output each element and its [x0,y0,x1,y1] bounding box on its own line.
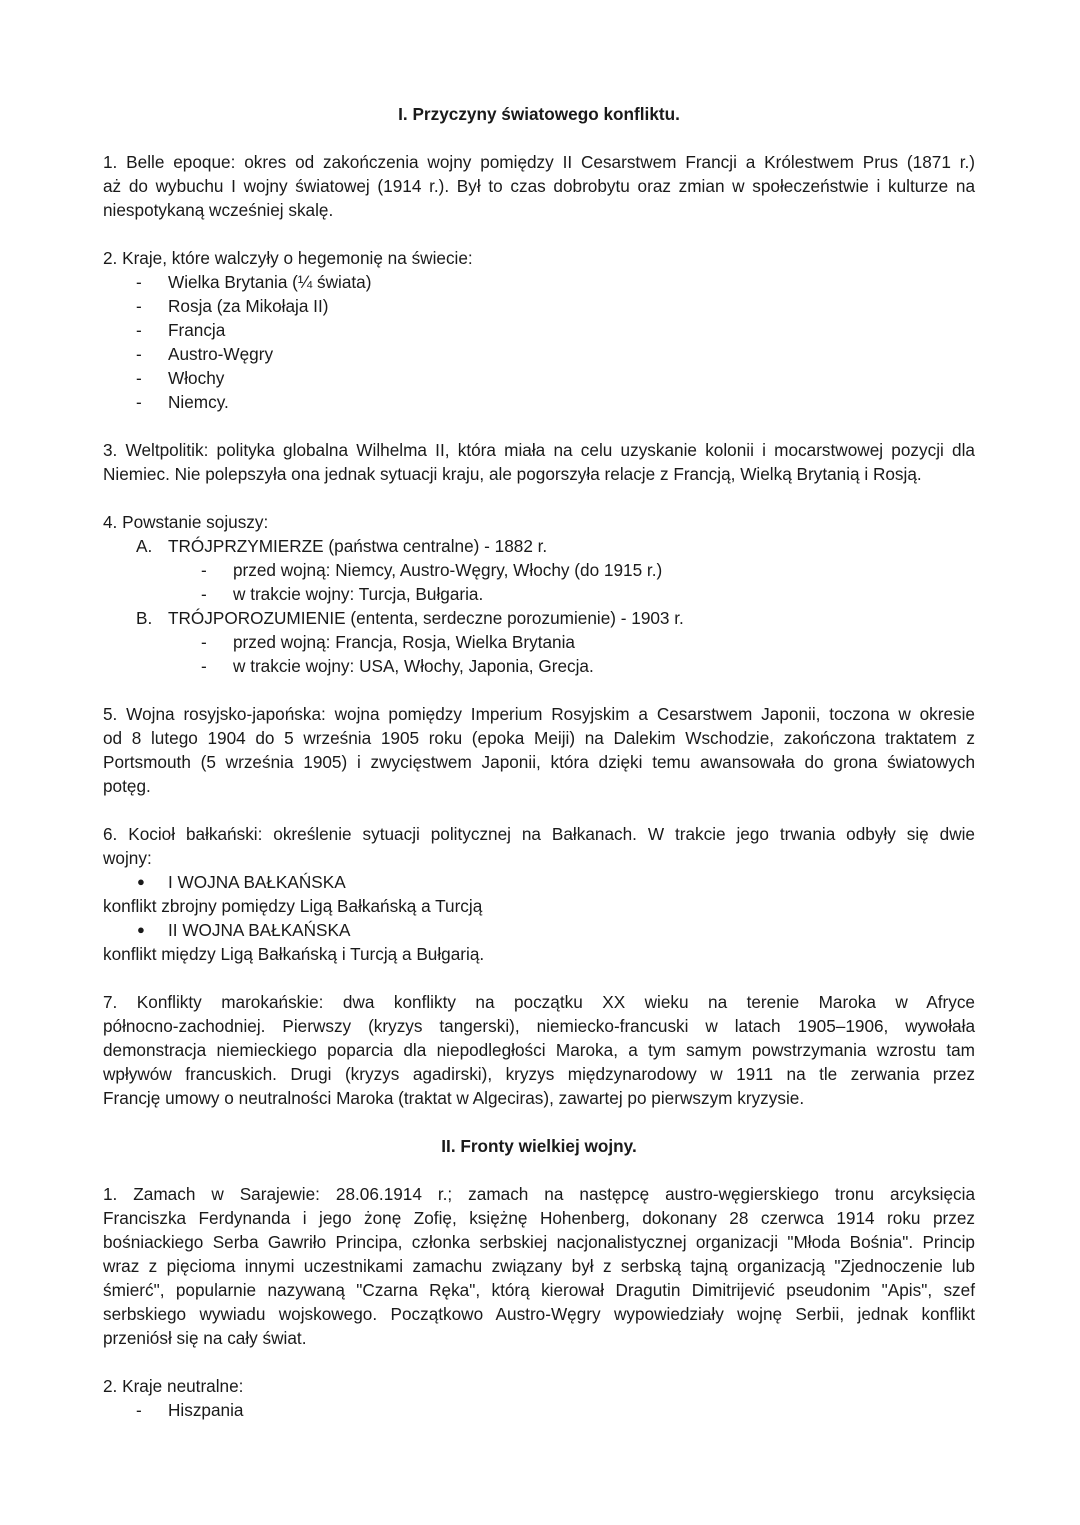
alliance-title: TRÓJPOROZUMIENIE (ententa, serdeczne porozumienie) - 1903 r. [168,608,684,628]
list-item: - Austro-Węgry [103,342,975,366]
alliance-b-members [103,630,975,678]
text-line: aż do wybuchu I wojny światowej (1914 r.). Był to czas dobrobytu oraz zmian w społeczeństwie i kulturze na [103,176,975,196]
alliance-title: TRÓJPRZYMIERZE (państwa centralne) - 1882 r. [168,536,548,556]
bullet-item [103,870,975,894]
list-item: - w trakcie wojny: Turcja, Bułgaria. [103,582,975,606]
paragraph-russo-japanese-war [103,702,975,798]
text-line: demonstracja niemieckiego poparcia dla niepodległości Maroka, a tym samym powstrzymania wzrostu tam [103,1040,975,1060]
section-2-title: II. Fronty wielkiej wojny. [441,1136,637,1156]
paragraph-alliances [103,510,975,678]
document-page [103,102,975,1422]
text-line: śmierć", popularnie nazywaną "Czarna Ręka", którą kierował Dragutin Dimitrijević pseudonim "Apis", szef [103,1280,975,1300]
list-item: - Niemcy. [103,390,975,414]
text-line: od 8 lutego 1904 do 5 września 1905 roku (epoka Meiji) na Dalekim Wschodzie, zakończona traktatem z [103,728,975,748]
paragraph-neutral-countries [103,1374,975,1422]
country-list [103,270,975,414]
war-description: konflikt zbrojny pomiędzy Ligą Bałkańską a Turcją [103,896,483,916]
text-line: wraz z pięcioma innymi uczestnikami zamachu związany był z serbską tajną organizacją "Zjednoczenie lub [103,1256,975,1276]
text-line: serbskiego wywiadu wojskowego. Początkowo Austro-Węgry wypowiedziały wojnę Serbii, jednak konflikt [103,1304,975,1324]
alliance-b [103,606,975,630]
list-item: - Rosja (za Mikołaja II) [103,294,975,318]
paragraph-balkan-cauldron [103,822,975,966]
text-line: 3. Weltpolitik: polityka globalna Wilhelma II, która miała na celu uzyskanie kolonii i mocarstwowej pozycji dla [103,440,975,460]
text-line: wpływów francuskich. Drugi (kryzys agadirski), kryzys międzynarodowy w 1911 na tle zerwania przez [103,1064,975,1084]
list-item: - Francja [103,318,975,342]
list-marker: B. [136,608,153,628]
war-title: II WOJNA BAŁKAŃSKA [168,920,351,940]
list-item: - w trakcie wojny: USA, Włochy, Japonia, Grecja. [103,654,975,678]
paragraph-moroccan-crises [103,990,975,1110]
text-line: Franciszka Ferdynanda i jego żonę Zofię, księżnę Hohenberg, dokonany 28 czerwca 1914 roku przez [103,1208,975,1228]
paragraph-sarajevo [103,1182,975,1350]
list-item: - Włochy [103,366,975,390]
text-line: wojny: [103,848,152,868]
text-line: 1. Zamach w Sarajewie: 28.06.1914 r.; zamach na następcę austro-węgierskiego tronu arcyksięcia [103,1184,975,1204]
text-line: Francję umowy o neutralności Maroka (traktat w Algeciras), zawartej po pierwszym kryzysie. [103,1088,805,1108]
alliance-a-members [103,558,975,606]
bullet-icon: ● [137,922,145,937]
list-intro: 2. Kraje neutralne: [103,1376,244,1396]
war-description: konflikt między Ligą Bałkańską i Turcją a Bułgarią. [103,944,485,964]
paragraph-weltpolitik [103,438,975,486]
list-item: - przed wojną: Francja, Rosja, Wielka Brytania [103,630,975,654]
paragraph-belle-epoque [103,150,975,222]
list-item: - przed wojną: Niemcy, Austro-Węgry, Włochy (do 1915 r.) [103,558,975,582]
neutral-country-list [103,1398,975,1422]
text-line: 5. Wojna rosyjsko-japońska: wojna pomiędzy Imperium Rosyjskim a Cesarstwem Japonii, toczona w okresie [103,704,975,724]
war-title: I WOJNA BAŁKAŃSKA [168,872,346,892]
bullet-icon: ● [137,874,145,889]
list-marker: A. [136,536,153,556]
list-intro: 2. Kraje, które walczyły o hegemonię na świecie: [103,248,473,268]
bullet-item [103,918,975,942]
text-line: 7. Konflikty marokańskie: dwa konflikty na początku XX wieku na terenie Maroka w Afryce [103,992,975,1012]
text-line: przeniósł się na cały świat. [103,1328,307,1348]
text-line: potęg. [103,776,151,796]
text-line: 1. Belle epoque: okres od zakończenia wojny pomiędzy II Cesarstwem Francji a Królestwem Prus (1871 r.) [103,152,975,172]
text-line: Niemiec. Nie polepszyła ona jednak sytuacji kraju, ale pogorszyła relacje z Francją, Wielką Brytanią i Rosją. [103,464,922,484]
paragraph-hegemony [103,246,975,414]
list-item: - Hiszpania [103,1398,975,1422]
text-line: niespotykaną wcześniej skalę. [103,200,334,220]
text-line: bośniackiego Serba Gawriło Principa, członka serbskiej nacjonalistycznej organizacji "Młoda Bośnia". Princip [103,1232,975,1252]
list-intro: 4. Powstanie sojuszy: [103,512,269,532]
text-line: 6. Kocioł bałkański: określenie sytuacji politycznej na Bałkanach. W trakcie jego trwania odbyły się dwie [103,824,975,844]
section-1-title: I. Przyczyny światowego konfliktu. [398,104,680,124]
text-line: Portsmouth (5 września 1905) i zwycięstwem Japonii, która dzięki temu awansowała do grona światowych [103,752,975,772]
list-item: - Wielka Brytania (¼ świata) [103,270,975,294]
text-line: północno-zachodniej. Pierwszy (kryzys tangerski), niemiecko-francuski w latach 1905–1906, wywołała [103,1016,975,1036]
alliance-a [103,534,975,558]
